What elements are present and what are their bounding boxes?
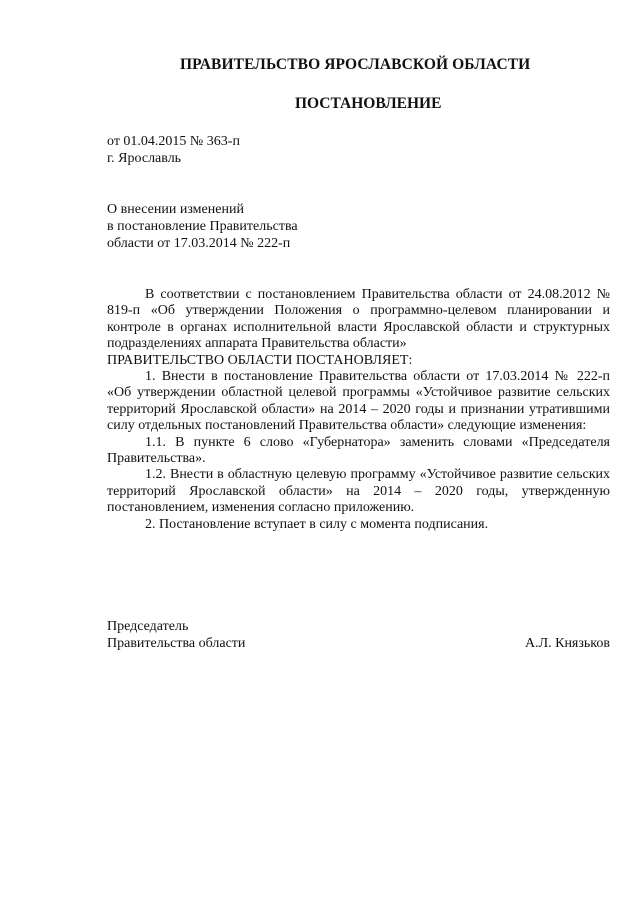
item-1-2: 1.2. Внести в областную целевую программу «Устойчивое развитие сельских территорий Ярославской области» на 2014 – 2020 годы, утвержденную постановлением, изменения согласно приложению. <box>107 467 610 516</box>
item-1-1: 1.1. В пункте 6 слово «Губернатора» заменить словами «Председателя Правительства». <box>107 434 610 467</box>
signatory-title-line2: Правительства области <box>107 636 246 651</box>
item-2: 2. Постановление вступает в силу с момента подписания. <box>145 516 489 532</box>
document-subject <box>107 201 298 252</box>
document-meta <box>107 133 240 167</box>
signatory-title-line1: Председатель <box>107 619 189 634</box>
document-body <box>107 287 610 533</box>
document-type: ПОСТАНОВЛЕНИЕ <box>295 95 442 112</box>
preamble-paragraph: В соответствии с постановлением Правительства области от 24.08.2012 № 819-п «Об утверждении Положения о программно-целевом планировании и контроле в органах исполнительной власти Ярославской области и структурных подразделениях аппарата Правительства области» <box>107 287 610 352</box>
city: г. Ярославль <box>107 151 182 166</box>
subject-line: области от 17.03.2014 № 222-п <box>107 236 291 251</box>
signature-block <box>107 618 610 652</box>
government-title: ПРАВИТЕЛЬСТВО ЯРОСЛАВСКОЙ ОБЛАСТИ <box>180 56 531 73</box>
signatory-name: А.Л. Князьков <box>525 636 610 651</box>
date-number: от 01.04.2015 № 363-п <box>107 134 240 149</box>
subject-line: в постановление Правительства <box>107 219 298 234</box>
resolves-heading: ПРАВИТЕЛЬСТВО ОБЛАСТИ ПОСТАНОВЛЯЕТ: <box>107 352 413 368</box>
item-1: 1. Внести в постановление Правительства области от 17.03.2014 № 222-п «Об утверждении областной целевой программы «Устойчивое развитие сельских территорий Ярославской области» на 2014 – 2020 годы и признании утратившими силу отдельных постановлений Правительства области» следующие изменения: <box>107 369 610 434</box>
subject-line: О внесении изменений <box>107 202 244 217</box>
